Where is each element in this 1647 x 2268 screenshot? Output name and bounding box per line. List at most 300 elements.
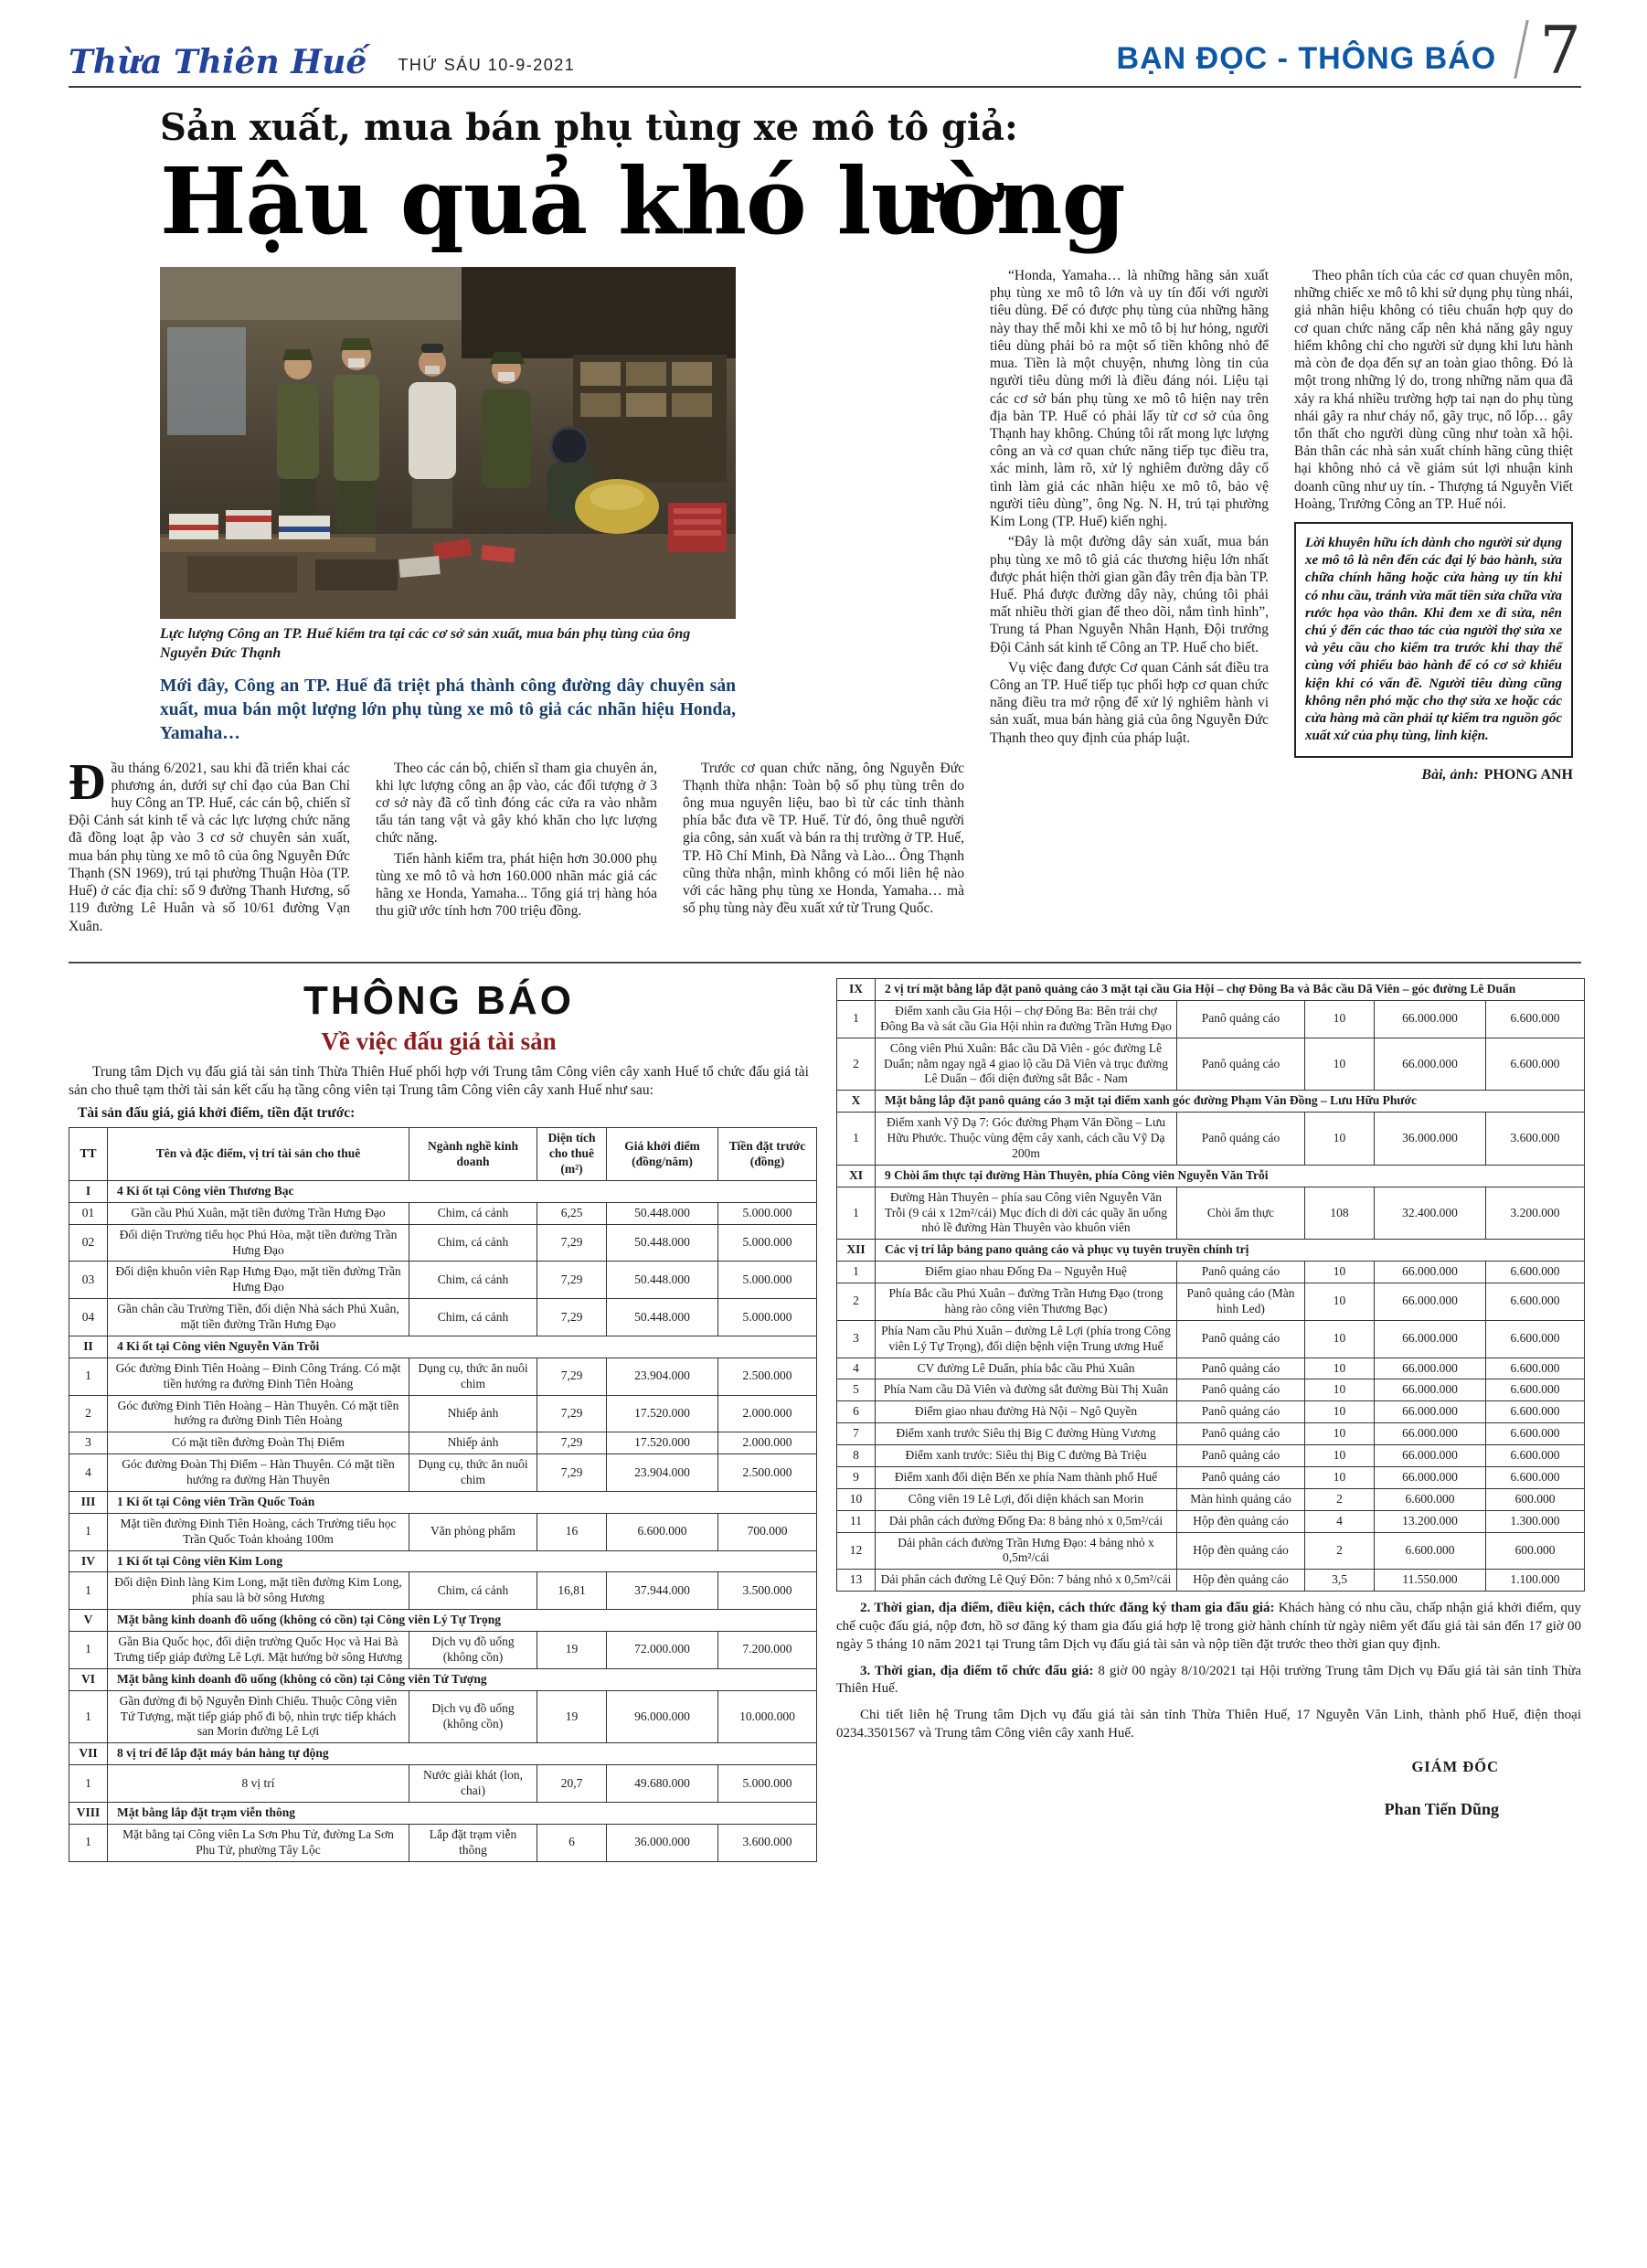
business-type: Nhiếp ảnh	[409, 1395, 537, 1432]
signature-name: Phan Tiến Dũng	[1384, 1799, 1499, 1818]
section-title: 9 Chòi ẩm thực tại đường Hàn Thuyên, phía Công viên Nguyễn Văn Trỗi	[876, 1165, 1585, 1187]
article-photo	[160, 267, 736, 619]
area-value: 4	[1305, 1510, 1375, 1532]
item-number: 7	[837, 1423, 876, 1445]
area-value: 3,5	[1305, 1570, 1375, 1592]
business-type: Panô quảng cáo	[1177, 1262, 1305, 1283]
starting-price: 66.000.000	[1375, 1445, 1486, 1467]
business-type: Nước giải khát (lon, chai)	[409, 1765, 537, 1803]
area-value: 7,29	[537, 1358, 607, 1395]
item-description: Điểm giao nhau đường Hà Nội – Ngô Quyền	[876, 1401, 1177, 1423]
deposit-value: 2.500.000	[718, 1454, 817, 1492]
item-number: 1	[69, 1765, 108, 1803]
item-description: Gần cầu Phú Xuân, mặt tiền đường Trần Hưng Đạo	[108, 1202, 409, 1224]
paragraph: Theo phân tích của các cơ quan chuyên môn, những chiếc xe mô tô khi sử dụng phụ tùng nhái, giả nhãn hiệu không có tiêu chuẩn hợp quy do cơ quan chức năng cấp nên khả năng gây nguy hiểm không chỉ cho người sử dụng khi lưu hành mà còn đe dọa đến sự an toàn giao thông. Đó là một trong những lý do, trong những năm qua đã xảy ra khá nhiều trường hợp tai nạn do phụ tùng nhái gây ra như cháy nổ, gãy trục, nổ lốp… gây tổn thất cho người dùng cũng như toàn xã hội. Bản thân các nhà sản xuất chính hãng cũng thiệt hại không nhỏ cả về giảm sút lợi nhuận kinh doanh cũng như uy tín. - Thượng tá Nguyễn Viết Hoàng, Trưởng Công an TP. Huế nói.	[1294, 268, 1573, 512]
signature-block	[836, 1758, 1499, 1819]
auction-table-left	[69, 1127, 817, 1861]
deposit-value: 5.000.000	[718, 1224, 817, 1262]
newspaper-logo: Thừa Thiên Huế	[69, 43, 367, 81]
item-number: 1	[69, 1513, 108, 1550]
deposit-value: 6.600.000	[1486, 1379, 1585, 1401]
auction-table-right	[836, 978, 1585, 1592]
deposit-value: 1.100.000	[1486, 1570, 1585, 1592]
business-type: Dụng cụ, thức ăn nuôi chim	[409, 1454, 537, 1492]
item-row	[837, 1379, 1585, 1401]
section-row	[69, 1802, 817, 1824]
item-row	[837, 1283, 1585, 1321]
business-type: Chim, cá cảnh	[409, 1299, 537, 1336]
item-number: 3	[69, 1432, 108, 1454]
item-description: Đối diện khuôn viên Rạp Hưng Đạo, mặt tiền đường Trần Hưng Đạo	[108, 1262, 409, 1299]
deposit-value: 7.200.000	[718, 1632, 817, 1669]
section-number: VIII	[69, 1802, 108, 1824]
section-number: XI	[837, 1165, 876, 1187]
section-title: Mặt bằng lắp đặt trạm viễn thông	[108, 1802, 817, 1824]
page-number-block	[1520, 11, 1581, 89]
deposit-value: 1.300.000	[1486, 1510, 1585, 1532]
starting-price: 13.200.000	[1375, 1510, 1486, 1532]
item-number: 02	[69, 1224, 108, 1262]
starting-price: 6.600.000	[607, 1513, 718, 1550]
item-number: 4	[69, 1454, 108, 1492]
item-description: Gần chân cầu Trường Tiền, đối diện Nhà sách Phú Xuân, mặt tiền đường Trần Hưng Đạo	[108, 1299, 409, 1336]
item-number: 04	[69, 1299, 108, 1336]
notice-right-column	[836, 978, 1581, 1862]
business-type: Panô quảng cáo	[1177, 1113, 1305, 1166]
column-header: Ngành nghề kinh doanh	[409, 1128, 537, 1181]
area-value: 10	[1305, 1466, 1375, 1488]
paragraph: “Honda, Yamaha… là những hãng sản xuất phụ tùng xe mô tô lớn và uy tín đối với người tiêu dùng. Để có được phụ tùng của những hãng này thay thế mỗi khi xe mô tô bị hư hỏng, người tiêu dùng phải bỏ ra một số tiền không nhỏ để mua. Tiền là một chuyện, nhưng lòng tin của người tiêu dùng mới là điều đáng nói. Liệu tại các cơ sở bán phụ tùng xe mô tô hiện nay trên địa bàn TP. Huế có phải lấy từ cơ sở của ông Thạnh hay không. Chúng tôi rất mong lực lượng công an và cơ quan chức năng tiếp tục điều tra, xác minh, làm rõ, xử lý nghiêm đường dây cố tình làm giả các nhãn hiệu xe mô tô, bảo vệ người tiêu dùng”, ông Ng. N. H, trú tại phường Kim Long (TP. Huế) kiến nghị.	[990, 268, 1269, 530]
item-number: 1	[69, 1690, 108, 1743]
area-value: 7,29	[537, 1224, 607, 1262]
item-description: Mặt bằng tại Công viên La Sơn Phu Tử, đường La Sơn Phu Tử, phường Tây Lộc	[108, 1824, 409, 1861]
starting-price: 23.904.000	[607, 1358, 718, 1395]
deposit-value: 2.000.000	[718, 1432, 817, 1454]
item-number: 9	[837, 1466, 876, 1488]
item-description: Phía Nam cầu Dã Viên và đường sắt đường Bùi Thị Xuân	[876, 1379, 1177, 1401]
starting-price: 96.000.000	[607, 1690, 718, 1743]
deposit-value: 6.600.000	[1486, 1262, 1585, 1283]
item-description: Đối diện Đình làng Kim Long, mặt tiền đường Kim Long, phía sau là bờ sông Hương	[108, 1572, 409, 1610]
item-number: 10	[837, 1488, 876, 1510]
starting-price: 50.448.000	[607, 1262, 718, 1299]
section-row	[837, 979, 1585, 1001]
paragraph: “Đây là một đường dây sản xuất, mua bán phụ tùng xe mô tô giả các thương hiệu lớn nhất được phát hiện thời gian gần đây trên địa bàn TP. Huế. Phá được đường dây này, chúng tôi phải mất nhiều thời gian để theo dõi, nắm tình hình”, Trung tá Phan Nguyễn Nhân Hạnh, Đội trưởng Đội Cảnh sát kinh tế Công an TP. Huế cho biết.	[990, 534, 1269, 655]
starting-price: 72.000.000	[607, 1632, 718, 1669]
area-value: 10	[1305, 1283, 1375, 1321]
deposit-value: 10.000.000	[718, 1690, 817, 1743]
area-value: 10	[1305, 1262, 1375, 1283]
section-title: Mặt bằng lắp đặt panô quảng cáo 3 mặt tại điểm xanh góc đường Phạm Văn Đồng – Lưu Hữu Phước	[876, 1091, 1585, 1113]
item-row	[837, 1466, 1585, 1488]
starting-price: 66.000.000	[1375, 1320, 1486, 1358]
photo-caption: Lực lượng Công an TP. Huế kiểm tra tại các cơ sở sản xuất, mua bán phụ tùng của ông Nguyễn Đức Thạnh	[160, 626, 691, 661]
page-number: 7	[1539, 11, 1581, 89]
starting-price: 66.000.000	[1375, 1283, 1486, 1321]
area-value: 19	[537, 1690, 607, 1743]
section-title: 4 Ki ốt tại Công viên Nguyễn Văn Trỗi	[108, 1336, 817, 1358]
area-value: 108	[1305, 1187, 1375, 1240]
item-row	[69, 1572, 817, 1610]
deposit-value: 600.000	[1486, 1488, 1585, 1510]
item-description: Góc đường Đoàn Thị Điểm – Hàn Thuyên. Có mặt tiền hướng ra đường Hàn Thuyên	[108, 1454, 409, 1492]
paragraph: Trước cơ quan chức năng, ông Nguyễn Đức Thạnh thừa nhận: Toàn bộ số phụ tùng trên do ông mua nguyên liệu, bao bì từ các tỉnh thành phía bắc đưa về TP. Huế. Từ đó, ông thuê người gia công, sản xuất và bán ra thị trường ở TP. Huế, TP. Hồ Chí Minh, Đà Nẵng và Lào... Ông Thạnh cũng thừa nhận, mình không có mối liên hệ nào với các hãng phụ tùng xe Honda, Yamaha… mà số phụ tùng này đều xuất xứ từ Trung Quốc.	[683, 760, 964, 917]
business-type: Panô quảng cáo	[1177, 1379, 1305, 1401]
area-value: 16	[537, 1513, 607, 1550]
item-number: 1	[837, 1187, 876, 1240]
area-value: 7,29	[537, 1395, 607, 1432]
area-value: 10	[1305, 1358, 1375, 1379]
registration-terms-text: Khách hàng có nhu cầu, chấp nhận giá khởi điểm, quy chế cuộc đấu giá, nộp đơn, hồ sơ đăng ký tham gia đấu giá hợp lệ trong giờ hành chính từ ngày niêm yết đấu giá tài sản đến 17 giờ 00 ngày 5 tháng 10 năm 2021 tại Trung tâm Dịch vụ đấu giá tài sản và nộp tiền đặt trước theo thời gian quy định.	[836, 1601, 1582, 1652]
column-header: TT	[69, 1128, 108, 1181]
item-number: 1	[837, 1113, 876, 1166]
area-value: 7,29	[537, 1454, 607, 1492]
area-value: 10	[1305, 1423, 1375, 1445]
article-column-5	[1294, 267, 1573, 935]
deposit-value: 6.600.000	[1486, 1283, 1585, 1321]
section-number: IX	[837, 979, 876, 1001]
item-row	[837, 1320, 1585, 1358]
item-number: 2	[837, 1283, 876, 1321]
business-type: Màn hình quảng cáo	[1177, 1488, 1305, 1510]
deposit-value: 6.600.000	[1486, 1401, 1585, 1423]
item-row	[69, 1299, 817, 1336]
item-row	[69, 1765, 817, 1803]
starting-price: 6.600.000	[1375, 1532, 1486, 1570]
item-description: Góc đường Đinh Tiên Hoàng – Đinh Công Tráng. Có mặt tiền hướng ra đường Đinh Tiên Hoàng	[108, 1358, 409, 1395]
item-row	[837, 1262, 1585, 1283]
section-title: BẠN ĐỌC - THÔNG BÁO	[1116, 41, 1497, 76]
area-value: 7,29	[537, 1432, 607, 1454]
section-number: II	[69, 1336, 108, 1358]
deposit-value: 5.000.000	[718, 1299, 817, 1336]
table-header-row	[69, 1128, 817, 1181]
column-header: Tên và đặc điểm, vị trí tài sản cho thuê	[108, 1128, 409, 1181]
deposit-value: 6.600.000	[1486, 1445, 1585, 1467]
starting-price: 23.904.000	[607, 1454, 718, 1492]
item-description: Công viên Phú Xuân: Bắc cầu Dã Viên - góc đường Lê Duẩn; nằm ngay ngã 4 giao lộ cầu Dã Viên và trục đường Lê Duẩn – đối diện đường sắt Bắc - Nam	[876, 1038, 1177, 1091]
section-title: Mặt bằng kinh doanh đồ uống (không có cồn) tại Công viên Tứ Tượng	[108, 1668, 817, 1690]
item-row	[837, 1038, 1585, 1091]
starting-price: 50.448.000	[607, 1224, 718, 1262]
section-row	[837, 1091, 1585, 1113]
business-type: Hộp đèn quảng cáo	[1177, 1570, 1305, 1592]
section-number: IV	[69, 1550, 108, 1572]
section-number: X	[837, 1091, 876, 1113]
auction-notice	[69, 962, 1581, 1862]
deposit-value: 2.500.000	[718, 1358, 817, 1395]
area-value: 6,25	[537, 1202, 607, 1224]
section-number: XII	[837, 1240, 876, 1262]
notice-subtitle: Về việc đấu giá tài sản	[321, 1028, 557, 1055]
deposit-value: 6.600.000	[1486, 1423, 1585, 1445]
starting-price: 36.000.000	[607, 1824, 718, 1861]
item-number: 3	[837, 1320, 876, 1358]
item-row	[837, 1187, 1585, 1240]
paragraph-text: ầu tháng 6/2021, sau khi đã triển khai các phương án, dưới sự chỉ đạo của Ban Chỉ huy Công an TP. Huế, các cán bộ, chiến sĩ Đội Cảnh sát kinh tế và các lực lượng chức năng đã đồng loạt ập vào 3 cơ sở chuyên sản xuất, mua bán phụ tùng xe mô tô của ông Nguyễn Đức Thạnh (SN 1969), trú tại phường Thuận Hòa (TP. Huế) ở các địa chỉ: số 9 đường Thanh Hương, số 119 đường Lê Huân và số 10/61 đường Vạn Xuân.	[69, 760, 350, 934]
item-number: 1	[69, 1358, 108, 1395]
section-title: 8 vị trí để lắp đặt máy bán hàng tự động	[108, 1743, 817, 1765]
starting-price: 50.448.000	[607, 1299, 718, 1336]
section-number: V	[69, 1610, 108, 1632]
business-type: Panô quảng cáo (Màn hình Led)	[1177, 1283, 1305, 1321]
business-type: Dịch vụ đồ uống (không cồn)	[409, 1690, 537, 1743]
business-type: Chim, cá cảnh	[409, 1202, 537, 1224]
item-description: Đối diện Trường tiểu học Phú Hòa, mặt tiền đường Trần Hưng Đạo	[108, 1224, 409, 1262]
byline-name: PHONG ANH	[1483, 767, 1573, 783]
item-description: Điểm xanh trước Siêu thị Big C đường Hùng Vương	[876, 1423, 1177, 1445]
item-description: Đường Hàn Thuyên – phía sau Công viên Nguyễn Văn Trỗi (9 cái x 12m²/cái) Mục đích di dời các quầy ăn uống nhỏ lề đường Hàn Thuyên vào khuôn viên	[876, 1187, 1177, 1240]
column-header: Giá khởi điểm (đồng/năm)	[607, 1128, 718, 1181]
item-number: 1	[69, 1824, 108, 1861]
item-row	[69, 1690, 817, 1743]
item-number: 03	[69, 1262, 108, 1299]
article-left-block	[69, 267, 964, 935]
starting-price: 17.520.000	[607, 1432, 718, 1454]
column-header: Diện tích cho thuê (m²)	[537, 1128, 607, 1181]
deposit-value: 3.200.000	[1486, 1187, 1585, 1240]
item-description: Gần đường đi bộ Nguyễn Đình Chiểu. Thuộc Công viên Tứ Tượng, mặt tiếp giáp phố đi bộ, nhìn trực tiếp khách san Morin đường Lê Lợi	[108, 1690, 409, 1743]
item-row	[69, 1202, 817, 1224]
paragraph: Vụ việc đang được Cơ quan Cảnh sát điều tra Công an TP. Huế tiếp tục phối hợp cơ quan chức năng điều tra mở rộng để xử lý nghiêm hành vi sản xuất, mua bán hàng giả của ông Nguyễn Đức Thạnh theo quy định của pháp luật.	[990, 659, 1269, 746]
auction-time-place-lead: 3. Thời gian, địa điểm tổ chức đấu giá:	[860, 1663, 1094, 1678]
area-value: 10	[1305, 1445, 1375, 1467]
deposit-value: 6.600.000	[1486, 1358, 1585, 1379]
item-description: Góc đường Đinh Tiên Hoàng – Hàn Thuyên. Có mặt tiền hướng ra đường Đinh Tiên Hoàng	[108, 1395, 409, 1432]
article-headline: Hậu quả khó lường	[160, 147, 1125, 255]
starting-price: 66.000.000	[1375, 1000, 1486, 1038]
business-type: Chòi ẩm thực	[1177, 1187, 1305, 1240]
byline-label: Bài, ảnh:	[1421, 767, 1479, 783]
starting-price: 49.680.000	[607, 1765, 718, 1803]
deposit-value: 5.000.000	[718, 1765, 817, 1803]
business-type: Panô quảng cáo	[1177, 1423, 1305, 1445]
item-description: CV đường Lê Duẩn, phía bắc cầu Phú Xuân	[876, 1358, 1177, 1379]
business-type: Nhiếp ảnh	[409, 1432, 537, 1454]
area-value: 6	[537, 1824, 607, 1861]
item-description: Dải phân cách đường Đống Đa: 8 bảng nhỏ x 0,5m²/cái	[876, 1510, 1177, 1532]
business-type: Panô quảng cáo	[1177, 1358, 1305, 1379]
deposit-value: 5.000.000	[718, 1262, 817, 1299]
section-row	[837, 1240, 1585, 1262]
starting-price: 50.448.000	[607, 1202, 718, 1224]
item-description: Phía Bắc cầu Phú Xuân – đường Trần Hưng Đạo (trong hàng rào công viên Thương Bạc)	[876, 1283, 1177, 1321]
drop-cap: Đ	[69, 753, 106, 811]
item-description: Có mặt tiền đường Đoàn Thị Điểm	[108, 1432, 409, 1454]
item-number: 01	[69, 1202, 108, 1224]
item-description: Phía Nam cầu Phú Xuân – đường Lê Lợi (phía trong Công viên Lý Tự Trọng), đối diện bệnh viện Trung ương Huế	[876, 1320, 1177, 1358]
item-description: Gần Bia Quốc học, đối diện trường Quốc Học và Hai Bà Trưng tiếp giáp đường Lê Lợi. Mặt hướng bờ sông Hương	[108, 1632, 409, 1669]
area-value: 10	[1305, 1401, 1375, 1423]
item-row	[69, 1454, 817, 1492]
item-description: Điểm xanh Vỹ Dạ 7: Góc đường Phạm Văn Đồng – Lưu Hữu Phước. Thuộc vùng đệm cây xanh, cách cầu Vỹ Dạ 200m	[876, 1113, 1177, 1166]
section-title: 1 Ki ốt tại Công viên Kim Long	[108, 1550, 817, 1572]
deposit-value: 6.600.000	[1486, 1038, 1585, 1091]
deposit-value: 2.000.000	[718, 1395, 817, 1432]
item-number: 2	[837, 1038, 876, 1091]
item-row	[837, 1532, 1585, 1570]
item-number: 6	[837, 1401, 876, 1423]
business-type: Panô quảng cáo	[1177, 1466, 1305, 1488]
starting-price: 66.000.000	[1375, 1038, 1486, 1091]
article-header	[160, 106, 1581, 255]
item-description: Công viên 19 Lê Lợi, đối diện khách san Morin	[876, 1488, 1177, 1510]
item-row	[837, 1401, 1585, 1423]
business-type: Chim, cá cảnh	[409, 1572, 537, 1610]
auction-time-place	[836, 1663, 1581, 1699]
area-value: 10	[1305, 1113, 1375, 1166]
deposit-value: 6.600.000	[1486, 1320, 1585, 1358]
starting-price: 66.000.000	[1375, 1262, 1486, 1283]
area-value: 7,29	[537, 1299, 607, 1336]
starting-price: 66.000.000	[1375, 1423, 1486, 1445]
article-column-4	[990, 267, 1269, 935]
section-title: 1 Ki ốt tại Công viên Trần Quốc Toản	[108, 1491, 817, 1513]
section-title: 2 vị trí mặt bằng lắp đặt panô quảng cáo 3 mặt tại cầu Gia Hội – chợ Đông Ba và Bắc cầu Dã Viên – góc đường Lê Duẩn	[876, 979, 1585, 1001]
item-row	[69, 1513, 817, 1550]
registration-terms	[836, 1600, 1581, 1654]
registration-terms-lead: 2. Thời gian, địa điểm, điều kiện, cách thức đăng ký tham gia đấu giá:	[860, 1601, 1275, 1616]
section-number: VI	[69, 1668, 108, 1690]
deposit-value: 5.000.000	[718, 1202, 817, 1224]
starting-price: 36.000.000	[1375, 1113, 1486, 1166]
area-value: 20,7	[537, 1765, 607, 1803]
business-type: Dụng cụ, thức ăn nuôi chim	[409, 1358, 537, 1395]
business-type: Văn phòng phẩm	[409, 1513, 537, 1550]
article-column-5-text	[1294, 267, 1573, 513]
item-row	[837, 1570, 1585, 1592]
section-row	[69, 1180, 817, 1202]
item-number: 4	[837, 1358, 876, 1379]
signature-title: GIÁM ĐỐC	[1411, 1757, 1499, 1775]
item-row	[837, 1445, 1585, 1467]
business-type: Hộp đèn quảng cáo	[1177, 1532, 1305, 1570]
auction-table-label: Tài sản đấu giá, giá khởi điểm, tiền đặt trước:	[78, 1105, 356, 1122]
area-value: 10	[1305, 1320, 1375, 1358]
item-row	[837, 1488, 1585, 1510]
item-number: 2	[69, 1395, 108, 1432]
article-kicker: Sản xuất, mua bán phụ tùng xe mô tô giả:	[160, 106, 1018, 149]
business-type: Lắp đặt trạm viễn thông	[409, 1824, 537, 1861]
column-header: Tiền đặt trước (đồng)	[718, 1128, 817, 1181]
starting-price: 37.944.000	[607, 1572, 718, 1610]
item-description: Điểm xanh cầu Gia Hội – chợ Đông Ba: Bên trái chợ Đông Ba và sát cầu Gia Hội nhìn ra đường Trần Hưng Đạo	[876, 1000, 1177, 1038]
item-row	[69, 1224, 817, 1262]
item-description: Dải phân cách đường Trần Hưng Đạo: 4 bảng nhỏ x 0,5m²/cái	[876, 1532, 1177, 1570]
item-description: Điểm xanh đối diện Bến xe phía Nam thành phố Huế	[876, 1466, 1177, 1488]
issue-date: THỨ SÁU 10-9-2021	[398, 56, 576, 74]
item-description: Điểm xanh trước: Siêu thị Big C đường Bà Triệu	[876, 1445, 1177, 1467]
section-title: 4 Ki ốt tại Công viên Thương Bạc	[108, 1180, 817, 1202]
article-body	[69, 267, 1581, 935]
area-value: 10	[1305, 1000, 1375, 1038]
item-number: 11	[837, 1510, 876, 1532]
section-row	[69, 1550, 817, 1572]
section-number: I	[69, 1180, 108, 1202]
advice-box: Lời khuyên hữu ích dành cho người sử dụng xe mô tô là nên đến các đại lý bảo hành, sửa chữa chính hãng hoặc cửa hàng uy tín khi có nhu cầu, tránh vừa mất tiền sửa chữa vừa rước họa vào thân. Khi đem xe đi sửa, nên chú ý đến các thao tác của người thợ sửa xe và yêu cầu cho kiểm tra trước khi thay thế cùng với phiếu bảo hành để có cơ sở khiếu kiện khi có vấn đề. Người tiêu dùng cũng không nên phó mặc cho thợ sửa xe hoặc các cửa hàng mà cần phải tự kiểm tra nguồn gốc xuất xứ của phụ tùng, linh kiện.	[1294, 522, 1573, 758]
starting-price: 66.000.000	[1375, 1358, 1486, 1379]
item-row	[837, 1423, 1585, 1445]
auction-time-place-text: 8 giờ 00 ngày 8/10/2021 tại Hội trường Trung tâm Dịch vụ Đấu giá tài sản tỉnh Thừa Thiên Huế.	[836, 1663, 1582, 1697]
area-value: 7,29	[537, 1262, 607, 1299]
deposit-value: 700.000	[718, 1513, 817, 1550]
article-body-columns	[69, 753, 964, 935]
paragraph: Tiến hành kiểm tra, phát hiện hơn 30.000 phụ tùng xe mô tô và hơn 160.000 nhãn mác giả các hãng xe Honda, Yamaha... Tổng giá trị hàng hóa thu giữ ước tính hơn 700 triệu đồng.	[376, 850, 657, 920]
section-row	[69, 1491, 817, 1513]
item-number: 1	[69, 1632, 108, 1669]
item-number: 5	[837, 1379, 876, 1401]
page-header	[69, 11, 1581, 89]
article-lead: Mới đây, Công an TP. Huế đã triệt phá thành công đường dây chuyên sản xuất, mua bán một lượng lớn phụ tùng xe mô tô giả các nhãn hiệu Honda, Yamaha…	[160, 676, 736, 744]
item-row	[69, 1632, 817, 1669]
item-description: Điểm giao nhau Đống Đa – Nguyễn Huệ	[876, 1262, 1177, 1283]
item-number: 13	[837, 1570, 876, 1592]
article-figure	[160, 267, 736, 664]
item-description: 8 vị trí	[108, 1765, 409, 1803]
business-type: Chim, cá cảnh	[409, 1262, 537, 1299]
deposit-value: 6.600.000	[1486, 1000, 1585, 1038]
section-row	[69, 1336, 817, 1358]
area-value: 2	[1305, 1532, 1375, 1570]
item-number: 8	[837, 1445, 876, 1467]
section-row	[69, 1743, 817, 1765]
item-description: Dải phân cách đường Lê Quý Đôn: 7 bảng nhỏ x 0,5m²/cái	[876, 1570, 1177, 1592]
business-type: Panô quảng cáo	[1177, 1401, 1305, 1423]
starting-price: 11.550.000	[1375, 1570, 1486, 1592]
section-number: III	[69, 1491, 108, 1513]
item-row	[69, 1395, 817, 1432]
business-type: Panô quảng cáo	[1177, 1445, 1305, 1467]
contact-info: Chi tiết liên hệ Trung tâm Dịch vụ đấu giá tài sản tỉnh Thừa Thiên Huế, 17 Nguyễn Văn Linh, thành phố Huế, điện thoại 0234.3501567 và Trung tâm Công viên cây xanh Huế.	[836, 1708, 1581, 1741]
starting-price: 32.400.000	[1375, 1187, 1486, 1240]
paragraph: Theo các cán bộ, chiến sĩ tham gia chuyên án, khi lực lượng công an ập vào, các đối tượng ở 3 cơ sở này đã cố tình đóng các cửa ra vào nhằm tẩu tán tang vật và gây khó khăn cho lực lượng chức năng.	[376, 760, 657, 847]
starting-price: 17.520.000	[607, 1395, 718, 1432]
item-number: 1	[837, 1262, 876, 1283]
item-number: 12	[837, 1532, 876, 1570]
area-value: 2	[1305, 1488, 1375, 1510]
main-article	[69, 108, 1581, 935]
area-value: 10	[1305, 1038, 1375, 1091]
deposit-value: 3.600.000	[1486, 1113, 1585, 1166]
item-row	[69, 1432, 817, 1454]
item-description: Mặt tiền đường Đinh Tiên Hoàng, cách Trường tiểu học Trần Quốc Toản khoảng 100m	[108, 1513, 409, 1550]
notice-intro: Trung tâm Dịch vụ đấu giá tài sản tỉnh Thừa Thiên Huế phối hợp với Trung tâm Công viên cây xanh Huế tổ chức đấu giá tài sản cho thuê tạm thời tài sản kết cấu hạ tầng công viên tại Trung tâm Công viên cây xanh Huế như sau:	[69, 1064, 809, 1099]
item-row	[69, 1358, 817, 1395]
paragraph	[69, 753, 350, 935]
item-number: 1	[69, 1572, 108, 1610]
section-row	[69, 1668, 817, 1690]
item-number: 1	[837, 1000, 876, 1038]
deposit-value: 3.500.000	[718, 1572, 817, 1610]
deposit-value: 600.000	[1486, 1532, 1585, 1570]
business-type: Panô quảng cáo	[1177, 1000, 1305, 1038]
section-number: VII	[69, 1743, 108, 1765]
item-row	[837, 1510, 1585, 1532]
item-row	[69, 1824, 817, 1861]
area-value: 19	[537, 1632, 607, 1669]
item-row	[837, 1113, 1585, 1166]
area-value: 10	[1305, 1379, 1375, 1401]
item-row	[837, 1000, 1585, 1038]
byline	[1294, 767, 1573, 783]
notice-title: THÔNG BÁO	[303, 978, 574, 1023]
section-row	[837, 1165, 1585, 1187]
deposit-value: 3.600.000	[718, 1824, 817, 1861]
section-title: Mặt bằng kinh doanh đồ uống (không có cồn) tại Công viên Lý Tự Trọng	[108, 1610, 817, 1632]
business-type: Chim, cá cảnh	[409, 1224, 537, 1262]
starting-price: 66.000.000	[1375, 1401, 1486, 1423]
starting-price: 6.600.000	[1375, 1488, 1486, 1510]
